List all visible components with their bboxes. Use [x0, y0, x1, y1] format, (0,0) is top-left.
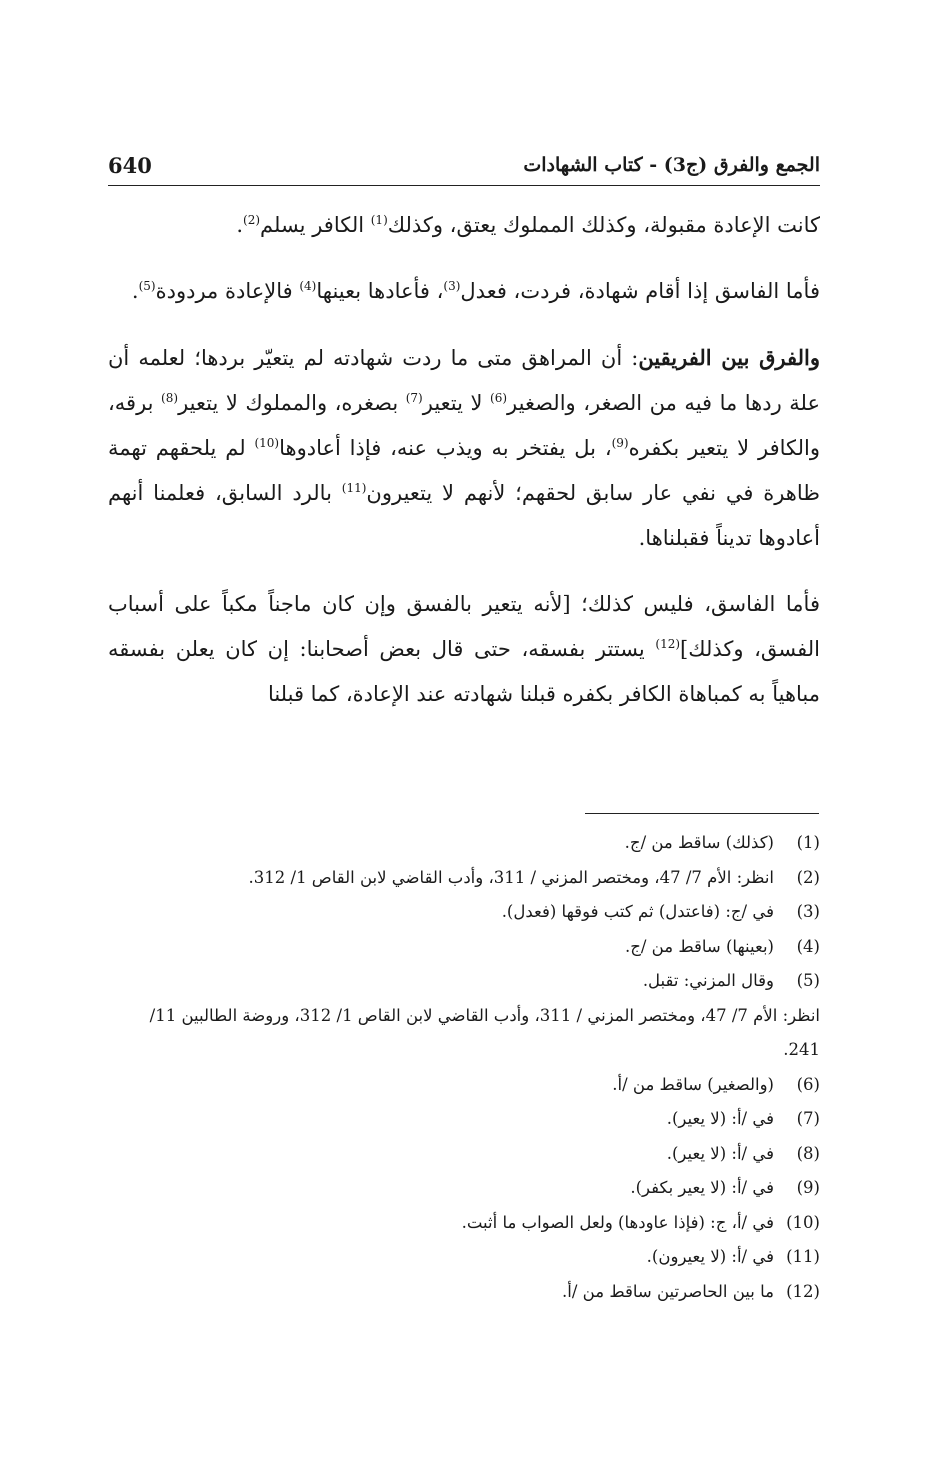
footnote-text: ما بين الحاصرتين ساقط من /أ.	[562, 1281, 774, 1301]
footnote	[108, 930, 820, 965]
footnote	[108, 861, 820, 896]
text-run: برقه، والكافر لا يتعير بكفره	[108, 391, 820, 460]
footnote-text: في /ج: (فاعتدل) ثم كتب فوقها (فعدل).	[501, 902, 774, 921]
text-run: يستتر بفسقه، حتى قال بعض أصحابنا: إن كان يعلن بفسقه مباهياً به كمباهاة الكافر بكفره قبلنا شهادته عند الإعادة، كما قبلنا	[108, 637, 820, 706]
footnote	[108, 964, 820, 999]
footnote	[108, 1275, 820, 1310]
text-run: .	[236, 213, 243, 237]
footnote-number: (8)	[796, 1143, 820, 1163]
paragraph-lead-in: والفرق بين الفريقين	[638, 345, 821, 370]
text-run: لم يلحقهم تهمة ظاهرة في نفي عار سابق لحقهم؛ لأنهم لا يتعيرون	[108, 436, 820, 505]
text-run: لا يتعير	[422, 391, 491, 415]
footnote-number: (2)	[796, 867, 820, 887]
footnote-number: (6)	[796, 1074, 820, 1094]
footnote-text: انظر: الأم 7/ 47، ومختصر المزني / 311، وأدب القاضي لابن القاص 1/ 312.	[248, 867, 774, 887]
footnote-text: في /أ، ج: (فإذا عاودها) ولعل الصواب ما أثبت.	[461, 1212, 774, 1232]
footnote-number: (5)	[796, 971, 820, 990]
footnote	[108, 1171, 820, 1206]
footnote-ref[interactable]: (1)	[370, 213, 388, 227]
footnote	[108, 1102, 820, 1137]
text-run: بصغره، والمملوك لا يتعير	[178, 391, 406, 415]
text-run: فأما الفاسق، فليس كذلك؛ [لأنه يتعير بالفسق وإن كان ماجناً مكباً على أسباب الفسق، وكذلك]	[108, 592, 820, 661]
header-divider	[108, 185, 820, 186]
footnote-number: (4)	[796, 936, 820, 956]
footnote-number: (12)	[786, 1281, 820, 1301]
footnote-continuation: انظر: الأم 7/ 47، ومختصر المزني / 311، وأدب القاضي لابن القاص 1/ 312، وروضة الطالبين 11/ 241.	[149, 1005, 820, 1059]
footnote-ref[interactable]: (8)	[161, 391, 179, 405]
paragraph	[108, 203, 820, 248]
footnote-ref[interactable]: (7)	[405, 391, 423, 405]
main-text	[108, 203, 820, 717]
footnote-ref[interactable]: (12)	[655, 637, 681, 651]
footnote-ref[interactable]: (9)	[611, 436, 629, 450]
text-run: فالإعادة مردودة	[155, 279, 300, 303]
footnote-number: (9)	[796, 1178, 820, 1197]
paragraph	[108, 335, 820, 561]
page-number: 640	[108, 152, 152, 178]
running-title: الجمع والفرق (ج3) - كتاب الشهادات	[523, 154, 820, 176]
footnote-ref[interactable]: (5)	[138, 279, 156, 293]
footnote	[108, 826, 820, 861]
footnote	[108, 1137, 820, 1172]
footnote-ref[interactable]: (11)	[341, 481, 367, 495]
footnote-ref[interactable]: (10)	[254, 436, 280, 450]
text-run: الكافر يسلم	[260, 213, 371, 237]
footnote-text: (والصغير) ساقط من /أ.	[612, 1074, 774, 1094]
footnote	[108, 1240, 820, 1275]
text-run: ، فأعادها بعينها	[316, 279, 444, 303]
text-run: فأما الفاسق إذا أقام شهادة، فردت، فعدل	[460, 279, 820, 303]
footnote-ref[interactable]: (3)	[443, 279, 461, 293]
text-run: : أن المراهق متى ما ردت شهادته لم يتعيّر بردها؛ لعلمه أن علة ردها ما فيه من الصغر، والصغير	[108, 346, 821, 415]
footnote-number: (3)	[796, 902, 820, 921]
paragraph	[108, 269, 820, 314]
footnote-number: (7)	[796, 1109, 820, 1128]
text-run: ، بل يفتخر به ويذب عنه، فإذا أعادوها	[279, 436, 612, 460]
footnote-text: في /أ: (لا يعيرون).	[646, 1247, 774, 1266]
footnote-number: (10)	[786, 1212, 820, 1232]
footnote-text: وقال المزني: تقبل.	[642, 971, 774, 990]
text-run: .	[131, 279, 139, 303]
footnote-ref[interactable]: (4)	[299, 279, 317, 293]
text-run: بالرد السابق، فعلمنا أنهم أعادوها تديناً فقبلناها.	[108, 481, 820, 550]
footnote-ref[interactable]: (6)	[490, 391, 508, 405]
footnote-text: في /أ: (لا يعير بكفر).	[630, 1178, 774, 1197]
page-header	[108, 148, 820, 182]
footnote-text: في /أ: (لا يعير).	[666, 1143, 774, 1163]
footnote-number: (11)	[786, 1247, 820, 1266]
footnotes	[108, 826, 820, 1309]
footnote-text: (بعينها) ساقط من /ج.	[624, 936, 774, 956]
footnote-divider	[585, 813, 819, 814]
text-run: كانت الإعادة مقبولة، وكذلك المملوك يعتق، وكذلك	[387, 213, 820, 237]
paragraph	[108, 582, 820, 717]
footnote-ref[interactable]: (2)	[243, 213, 261, 227]
footnote-number: (1)	[796, 833, 820, 852]
footnote-text: في /أ: (لا يعير).	[666, 1109, 774, 1128]
footnote	[108, 895, 820, 930]
footnote-text: (كذلك) ساقط من /ج.	[624, 833, 774, 852]
footnote	[108, 1068, 820, 1103]
footnote	[108, 1206, 820, 1241]
